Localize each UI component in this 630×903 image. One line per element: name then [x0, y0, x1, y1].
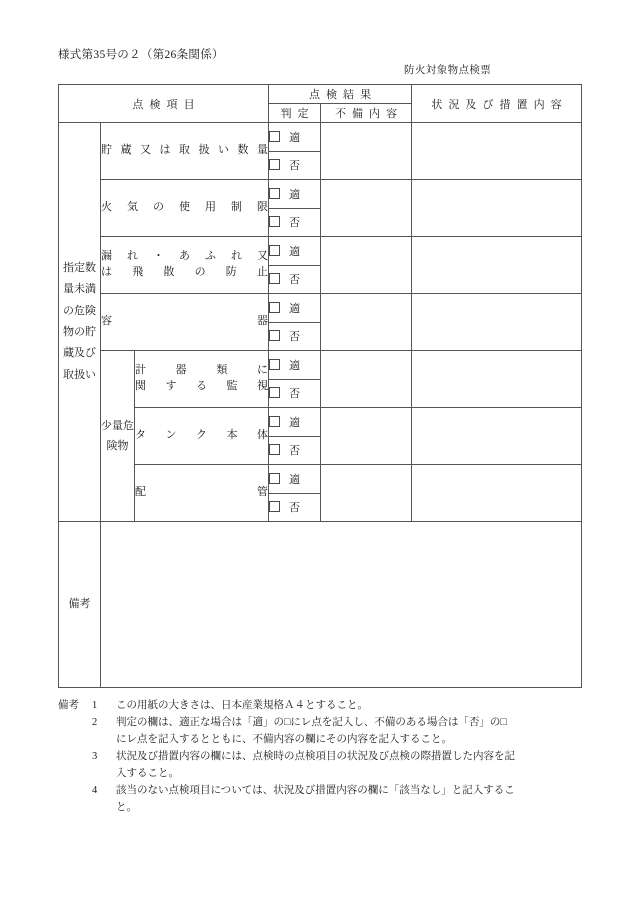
- checkbox-icon[interactable]: [269, 245, 280, 256]
- item-name-cell-2: [101, 180, 269, 237]
- status-cell-2[interactable]: [412, 180, 582, 237]
- category-label-cell: [59, 123, 101, 522]
- header-inspection-results: 点検結果: [269, 85, 412, 104]
- checkbox-icon[interactable]: [269, 359, 280, 370]
- footnote-text: [116, 714, 578, 748]
- footnote-line: 判定の欄は、適正な場合は「適」の□にレ点を記入し、不備のある場合は「否」の□: [116, 717, 507, 728]
- judgement-cell-pass-1[interactable]: [269, 123, 321, 152]
- footnote-number: 4: [92, 785, 98, 796]
- defect-cell-2[interactable]: [321, 180, 412, 237]
- footnote-line: この用紙の大きさは、日本産業規格Ａ４とすること。: [116, 700, 368, 711]
- judgement-cell-fail-7[interactable]: [269, 493, 321, 522]
- form-number: 様式第35号の２（第26条関係）: [58, 49, 224, 61]
- item-name-cell-6: [135, 408, 269, 465]
- item-label: 計 器 類 に: [135, 364, 269, 377]
- table-row: [59, 351, 582, 380]
- footnote-text: [116, 748, 578, 782]
- item-label-line2: 関 す る 監 視: [135, 380, 269, 392]
- item-name-cell-3: [101, 237, 269, 294]
- judgement-option-label: 適: [289, 359, 301, 372]
- judgement-cell-fail-3[interactable]: [269, 265, 321, 294]
- footnote-line: 状況及び措置内容の欄には、点検時の点検項目の状況及び点検の際措置した内容を記: [116, 751, 515, 762]
- judgement-option-label: 適: [289, 131, 301, 144]
- checkbox-icon[interactable]: [269, 444, 280, 455]
- judgement-option-label: 適: [289, 188, 301, 201]
- judgement-cell-pass-5[interactable]: [269, 351, 321, 380]
- remarks-label: 備考: [68, 597, 91, 610]
- item-name-cell-1: [101, 123, 269, 180]
- table-header-row-1: [59, 85, 582, 104]
- judgement-option-label: 否: [289, 217, 301, 230]
- judgement-option-label: 適: [289, 302, 301, 315]
- checkbox-icon[interactable]: [269, 473, 280, 484]
- checkbox-icon[interactable]: [269, 131, 280, 142]
- subgroup-label: 少量危険物: [101, 419, 134, 452]
- table-row: [59, 465, 582, 494]
- table-row: [59, 123, 582, 152]
- checkbox-icon[interactable]: [269, 159, 280, 170]
- defect-cell-4[interactable]: [321, 294, 412, 351]
- defect-cell-6[interactable]: [321, 408, 412, 465]
- judgement-cell-pass-7[interactable]: [269, 465, 321, 494]
- item-label: 容 器: [101, 315, 269, 328]
- status-cell-3[interactable]: [412, 237, 582, 294]
- table-row: [59, 237, 582, 266]
- status-cell-7[interactable]: [412, 465, 582, 522]
- checkbox-icon[interactable]: [269, 501, 280, 512]
- status-cell-4[interactable]: [412, 294, 582, 351]
- judgement-option-label: 否: [289, 388, 301, 401]
- judgement-cell-fail-6[interactable]: [269, 436, 321, 465]
- footnote-line: にレ点を記入するとともに、不備内容の欄にその内容を記入すること。: [116, 734, 452, 745]
- footnote-line: 該当のない点検項目については、状況及び措置内容の欄に「該当なし」と記入するこ: [116, 785, 515, 796]
- judgement-cell-pass-3[interactable]: [269, 237, 321, 266]
- document-title: 防火対象物点検票: [404, 65, 492, 76]
- footnote-item-4: [58, 782, 578, 816]
- item-label: タンク本体: [135, 429, 269, 442]
- footnote-number: 1: [92, 700, 98, 711]
- footnote-number: 2: [92, 717, 98, 728]
- checkbox-icon[interactable]: [269, 416, 280, 427]
- defect-cell-1[interactable]: [321, 123, 412, 180]
- item-label-line2: は 飛 散 の 防 止: [101, 266, 269, 278]
- footnotes: [58, 697, 578, 816]
- header-judgement: 判定: [269, 104, 321, 123]
- footnote-line: 入すること。: [116, 768, 179, 779]
- footnote-text: [116, 697, 578, 714]
- table-row: [59, 294, 582, 323]
- header-status-and-measures: 状況及び措置内容: [412, 85, 582, 123]
- item-name-cell-5: [135, 351, 269, 408]
- status-cell-6[interactable]: [412, 408, 582, 465]
- status-cell-1[interactable]: [412, 123, 582, 180]
- status-cell-5[interactable]: [412, 351, 582, 408]
- remarks-input-area[interactable]: [101, 522, 582, 688]
- judgement-option-label: 適: [289, 473, 301, 486]
- defect-cell-5[interactable]: [321, 351, 412, 408]
- footnote-item-1: [58, 697, 578, 714]
- header-inspection-items: 点検項目: [59, 85, 269, 123]
- judgement-option-label: 適: [289, 416, 301, 429]
- remarks-label-cell: [59, 522, 101, 688]
- item-name-cell-7: [135, 465, 269, 522]
- footnote-number: 3: [92, 751, 98, 762]
- checkbox-icon[interactable]: [269, 302, 280, 313]
- item-name-cell-4: [101, 294, 269, 351]
- footnotes-label: 備考: [58, 700, 79, 711]
- subgroup-label-cell: [101, 351, 135, 522]
- judgement-cell-fail-1[interactable]: [269, 151, 321, 180]
- category-label: 指定数量未満の危険物の貯蔵及び取扱い: [63, 261, 96, 381]
- judgement-cell-pass-4[interactable]: [269, 294, 321, 323]
- checkbox-icon[interactable]: [269, 273, 280, 284]
- header-defect-details: 不備内容: [321, 104, 412, 123]
- footnote-line: と。: [116, 802, 137, 813]
- judgement-option-label: 否: [289, 274, 301, 287]
- judgement-option-label: 適: [289, 245, 301, 258]
- item-label: 漏れ・あふれ又: [101, 250, 269, 263]
- checkbox-icon[interactable]: [269, 330, 280, 341]
- table-row: [59, 408, 582, 437]
- judgement-cell-fail-2[interactable]: [269, 208, 321, 237]
- judgement-option-label: 否: [289, 445, 301, 458]
- judgement-cell-fail-5[interactable]: [269, 379, 321, 408]
- footnote-item-3: [58, 748, 578, 782]
- checkbox-icon[interactable]: [269, 387, 280, 398]
- footnote-item-2: [58, 714, 578, 748]
- remarks-row: [59, 522, 582, 688]
- judgement-option-label: 否: [289, 331, 301, 344]
- checkbox-icon[interactable]: [269, 216, 280, 227]
- item-label: 火気の使用制限: [101, 201, 269, 214]
- inspection-table: [58, 84, 582, 688]
- judgement-cell-pass-6[interactable]: [269, 408, 321, 437]
- item-label: 貯蔵又は取扱い数量: [101, 144, 269, 157]
- judgement-option-label: 否: [289, 160, 301, 173]
- checkbox-icon[interactable]: [269, 188, 280, 199]
- judgement-cell-fail-4[interactable]: [269, 322, 321, 351]
- defect-cell-3[interactable]: [321, 237, 412, 294]
- table-row: [59, 180, 582, 209]
- judgement-cell-pass-2[interactable]: [269, 180, 321, 209]
- defect-cell-7[interactable]: [321, 465, 412, 522]
- judgement-option-label: 否: [289, 502, 301, 515]
- item-label: 配 管: [135, 486, 269, 499]
- footnote-text: [116, 782, 578, 816]
